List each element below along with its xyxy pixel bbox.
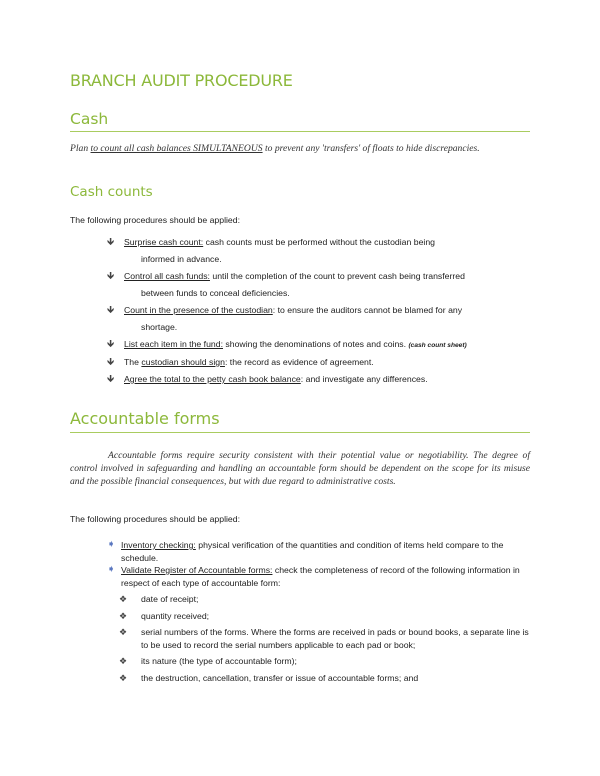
item-note: (cash count sheet) xyxy=(408,342,467,349)
forms-heading-rule xyxy=(70,432,530,433)
plan-suffix: to prevent any 'transfers' of floats to hide discrepancies. xyxy=(262,143,480,154)
list-item xyxy=(107,268,531,302)
arrow-down-icon: 🡻 xyxy=(107,357,115,368)
arrow-down-icon: 🡻 xyxy=(107,305,115,316)
item-text: cash counts must be performed without the custodian being xyxy=(203,237,436,247)
item-text: physical verification of the quantities and condition of items held compare to the schedule. xyxy=(121,540,504,563)
subitem-text: its nature (the type of accountable form); xyxy=(141,656,297,666)
item-label: Inventory checking: xyxy=(121,540,196,550)
forms-procedure-list xyxy=(107,539,527,589)
list-item xyxy=(119,626,529,651)
item-continuation: shortage. xyxy=(141,322,178,332)
cash-procedure-list xyxy=(107,234,531,388)
item-label: Count in the presence of the custodian xyxy=(124,305,273,315)
list-item xyxy=(119,655,529,668)
diamond-bullet-icon: ❖ xyxy=(119,594,128,604)
item-pre: The xyxy=(124,357,142,367)
list-item xyxy=(107,539,527,564)
list-item xyxy=(107,354,531,371)
arrow-down-icon: 🡻 xyxy=(107,374,115,385)
subitem-text: quantity received; xyxy=(141,610,210,621)
cash-intro: The following procedures should be applied: xyxy=(70,215,241,225)
list-item xyxy=(107,371,531,388)
register-subitems-list xyxy=(119,593,529,688)
arrow-right-icon: ➧ xyxy=(107,539,116,550)
item-text: : and investigate any differences. xyxy=(300,374,428,384)
diamond-bullet-icon: ❖ xyxy=(119,610,128,621)
arrow-right-icon: ➧ xyxy=(107,564,116,575)
list-item xyxy=(107,564,527,589)
subitem-text: the destruction, cancellation, transfer or issue of accountable forms; and xyxy=(141,672,419,683)
list-item xyxy=(107,234,531,268)
list-item xyxy=(107,336,531,354)
item-text: : the record as evidence of agreement. xyxy=(224,357,374,367)
list-item xyxy=(119,672,529,685)
diamond-bullet-icon: ❖ xyxy=(119,627,128,637)
arrow-down-icon: 🡻 xyxy=(107,271,115,282)
item-label: List each item in the fund: xyxy=(124,339,223,349)
item-label: custodian should sign xyxy=(141,357,225,367)
subitem-text: date of receipt; xyxy=(141,594,199,604)
item-continuation: informed in advance. xyxy=(141,254,222,264)
plan-underlined-text: to count all cash balances SIMULTANEOUS xyxy=(90,143,263,154)
list-item xyxy=(107,302,531,336)
item-label: Validate Register of Accountable forms: xyxy=(121,565,273,575)
item-label: Agree the total to the petty cash book balance xyxy=(124,374,301,384)
arrow-down-icon: 🡻 xyxy=(107,339,115,350)
item-label: Surprise cash count: xyxy=(124,237,204,247)
plan-prefix: Plan xyxy=(70,143,91,154)
arrow-down-icon: 🡻 xyxy=(107,237,115,248)
cash-heading-rule xyxy=(70,131,530,132)
item-text: showing the denominations of notes and coins. xyxy=(223,339,409,349)
cash-counts-heading: Cash counts xyxy=(70,184,153,200)
diamond-bullet-icon: ❖ xyxy=(119,656,128,666)
cash-plan-paragraph xyxy=(70,142,530,155)
forms-intro: The following procedures should be applied: xyxy=(70,514,241,524)
item-continuation: between funds to conceal deficiencies. xyxy=(141,288,290,298)
subitem-text: serial numbers of the forms. Where the forms are received in pads or bound books, a separate line is to be used to record the serial numbers applicable to each pad or book; xyxy=(141,627,529,650)
document-title: BRANCH AUDIT PROCEDURE xyxy=(70,71,293,90)
list-item xyxy=(119,593,529,606)
diamond-bullet-icon: ❖ xyxy=(119,672,128,683)
list-item xyxy=(119,610,529,623)
accountable-forms-heading: Accountable forms xyxy=(70,409,220,428)
forms-italic-paragraph: Accountable forms require security consistent with their potential value or negotiability. The degree of control involved in safeguarding and handling an accountable form should be dependent on the scope for its misuse and the possible financial consequences, but with due regard to administrative costs. xyxy=(70,450,530,487)
item-text: until the completion of the count to prevent cash being transferred xyxy=(209,271,465,281)
cash-heading: Cash xyxy=(70,110,109,128)
item-label: Control all cash funds: xyxy=(124,271,210,281)
item-text: check the completeness of record of the following information in respect of each type of accountable form: xyxy=(121,565,520,588)
item-text: : to ensure the auditors cannot be blamed for any xyxy=(272,305,463,315)
